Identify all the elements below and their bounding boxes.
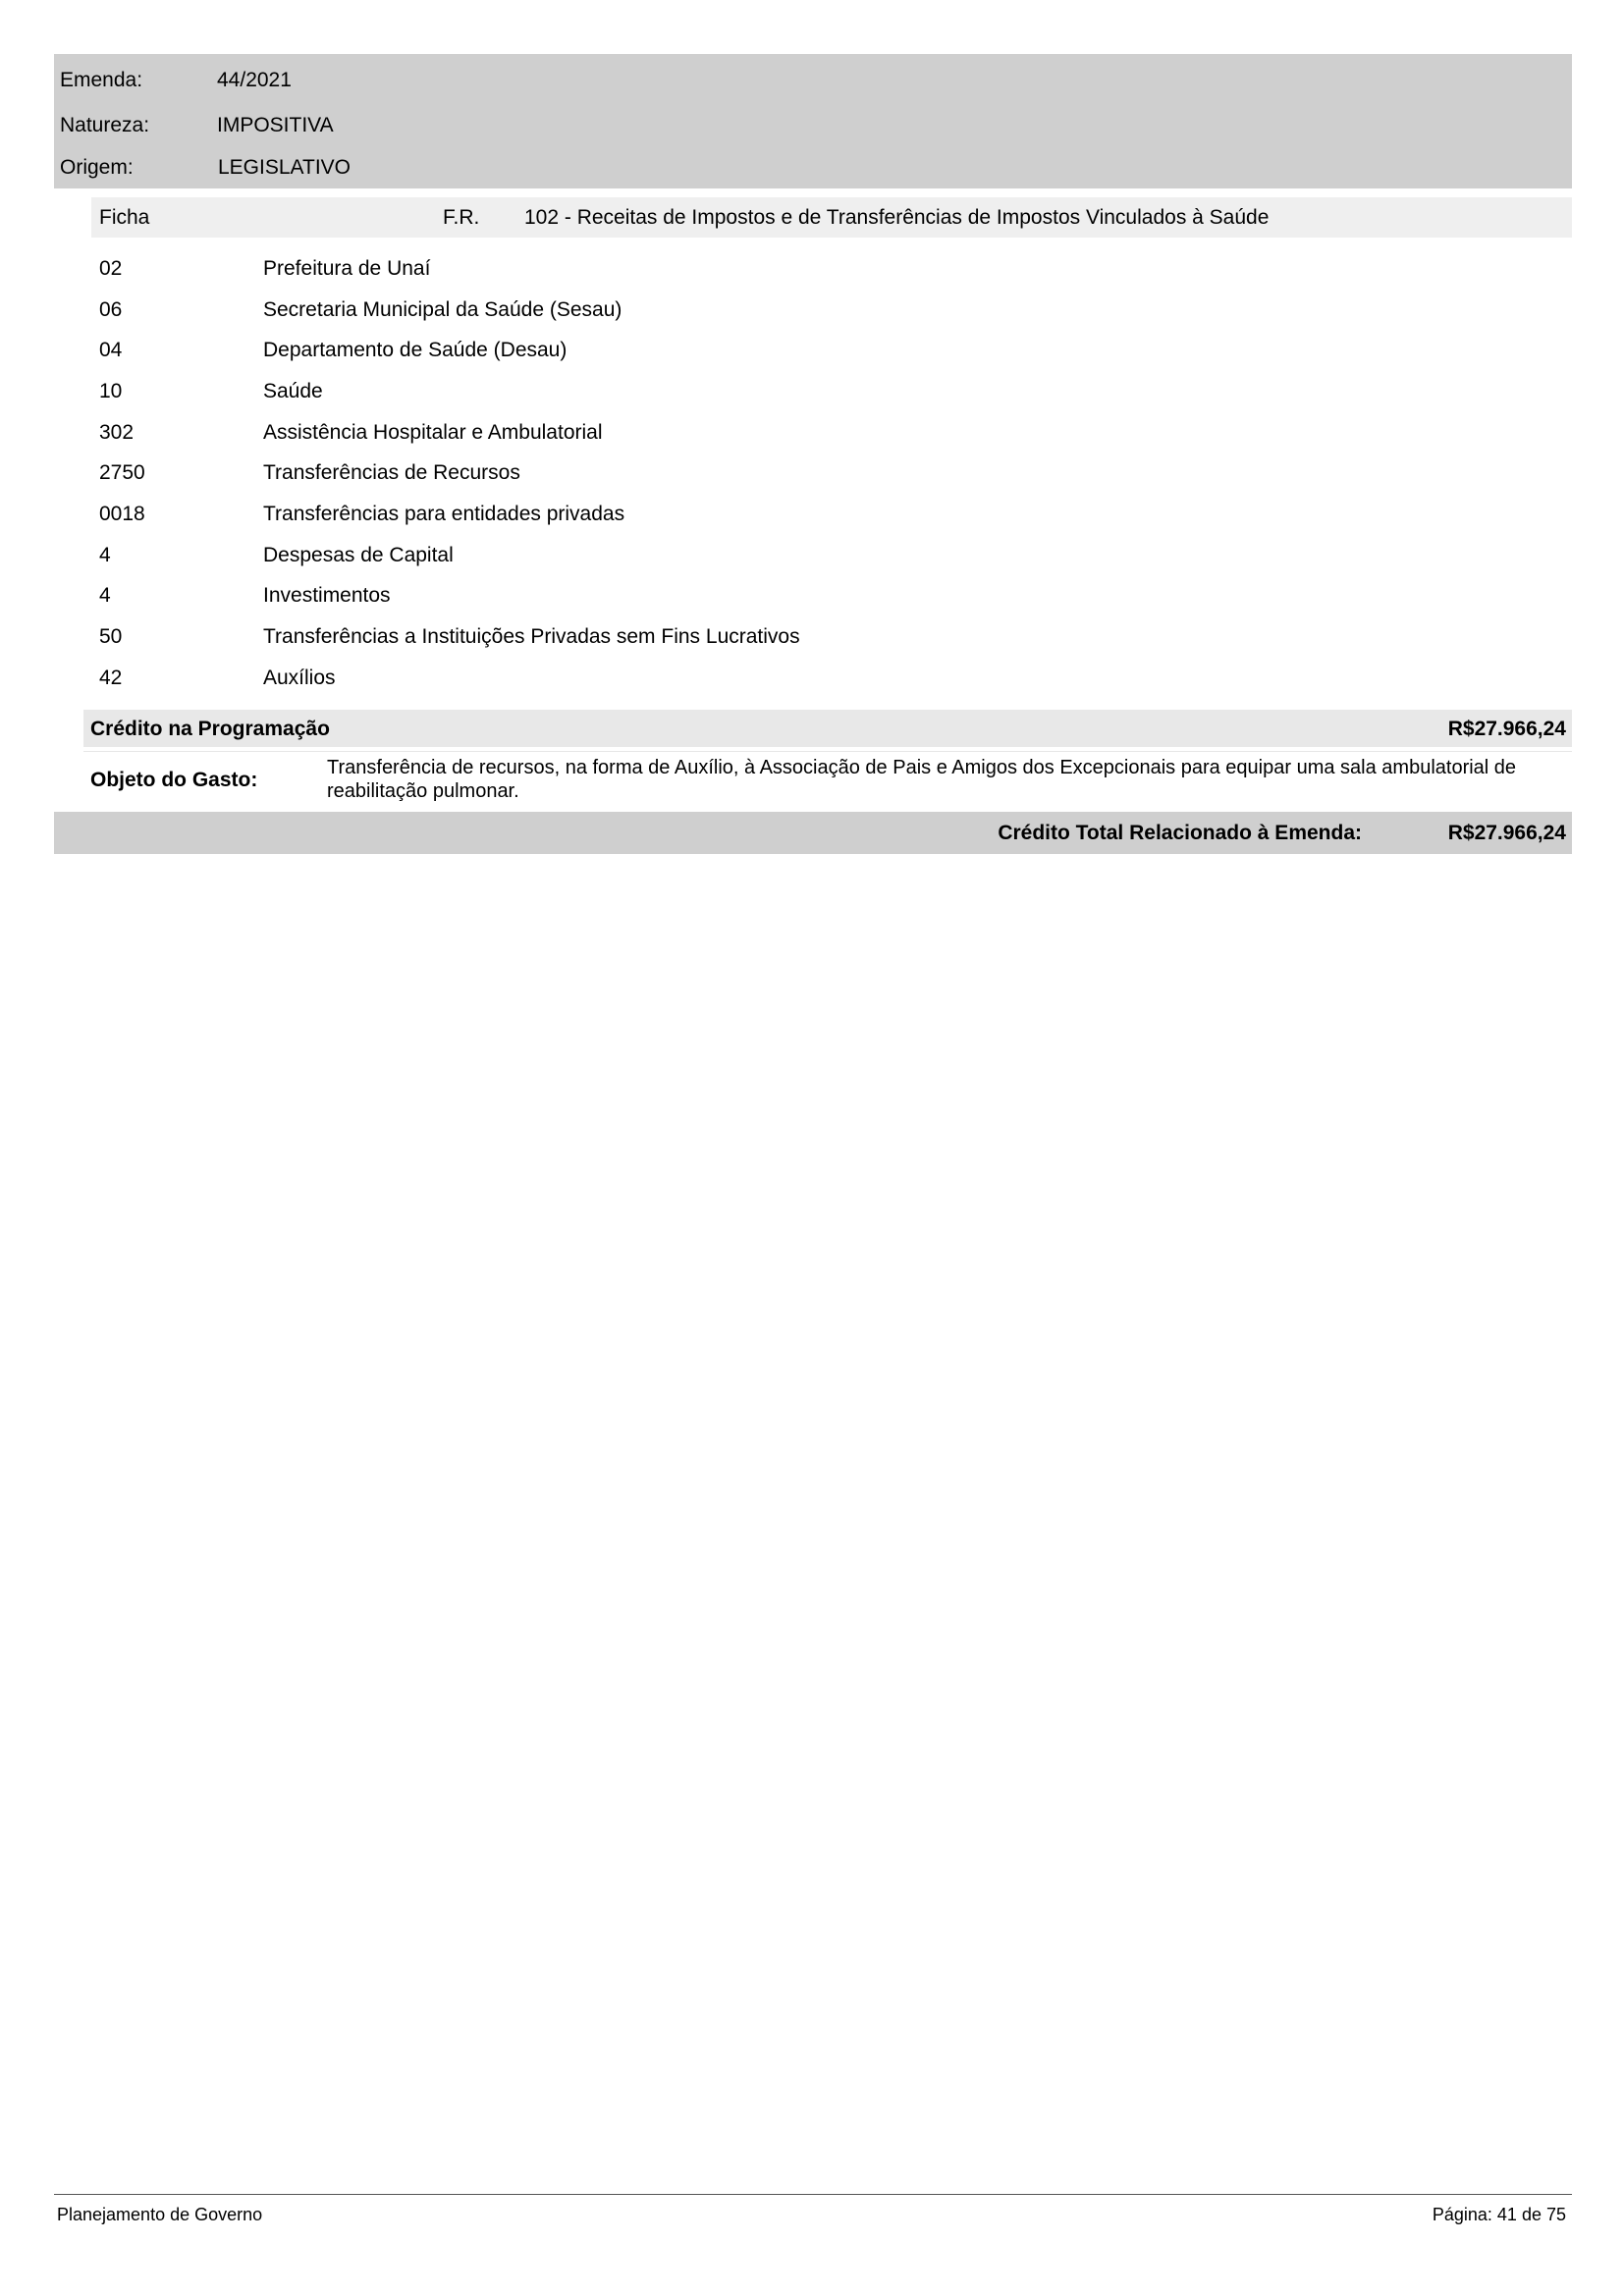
origem-value: LEGISLATIVO — [218, 156, 351, 179]
credito-value: R$27.966,24 — [1447, 718, 1566, 740]
total-label: Crédito Total Relacionado à Emenda: — [998, 822, 1362, 844]
list-item — [99, 616, 1572, 658]
classification-description: Departamento de Saúde (Desau) — [263, 339, 568, 362]
classification-description: Auxílios — [263, 666, 336, 689]
classification-code: 2750 — [99, 461, 145, 485]
amendment-header — [54, 54, 1572, 188]
classification-code: 4 — [99, 584, 111, 608]
classification-code: 42 — [99, 666, 123, 689]
document-page — [54, 54, 1572, 844]
fr-value: 102 - Receitas de Impostos e de Transferências de Impostos Vinculados à Saúde — [524, 206, 1270, 229]
credito-programacao-row — [83, 710, 1572, 747]
classification-description: Secretaria Municipal da Saúde (Sesau) — [263, 297, 622, 321]
classification-description: Prefeitura de Unaí — [263, 256, 431, 280]
origem-label: Origem: — [60, 156, 134, 179]
classification-code: 06 — [99, 297, 123, 321]
list-item — [99, 412, 1572, 454]
list-item — [99, 453, 1572, 494]
credito-total-row — [54, 812, 1572, 854]
ficha-row — [91, 197, 1572, 238]
classification-description: Transferências de Recursos — [263, 461, 520, 485]
classification-code: 302 — [99, 420, 135, 444]
classification-code: 4 — [99, 543, 111, 566]
natureza-value: IMPOSITIVA — [217, 114, 334, 136]
list-item — [99, 248, 1572, 290]
classification-code: 10 — [99, 379, 123, 402]
list-item — [99, 658, 1572, 699]
classification-code: 50 — [99, 625, 123, 649]
objeto-value: Transferência de recursos, na forma de Auxílio, à Associação de Pais e Amigos dos Excepcionais para equipar uma sala ambulatorial de reabilitação pulmonar. — [327, 757, 1517, 802]
origem-row — [60, 156, 351, 180]
emenda-value: 44/2021 — [217, 69, 292, 91]
classification-description: Saúde — [263, 379, 323, 402]
ficha-label: Ficha — [99, 206, 150, 229]
footer-title: Planejamento de Governo — [57, 2205, 263, 2224]
list-item — [99, 535, 1572, 576]
credito-label: Crédito na Programação — [90, 718, 330, 740]
natureza-label: Natureza: — [60, 114, 150, 136]
classification-code: 02 — [99, 256, 123, 280]
emenda-label: Emenda: — [60, 69, 143, 91]
list-item — [99, 330, 1572, 371]
list-item — [99, 576, 1572, 617]
objeto-label: Objeto do Gasto: — [90, 769, 258, 791]
classification-code: 04 — [99, 339, 123, 362]
total-value: R$27.966,24 — [1447, 822, 1566, 844]
page-footer — [54, 2194, 1572, 2224]
natureza-row — [60, 114, 334, 137]
classification-description: Transferências a Instituições Privadas sem Fins Lucrativos — [263, 625, 800, 649]
classification-description: Despesas de Capital — [263, 543, 454, 566]
page-number: Página: 41 de 75 — [1432, 2205, 1566, 2224]
list-item — [99, 494, 1572, 535]
fr-label: F.R. — [443, 206, 480, 229]
list-item — [99, 371, 1572, 412]
objeto-gasto-row — [83, 751, 1572, 811]
list-item — [99, 290, 1572, 331]
classification-list — [99, 248, 1572, 699]
classification-description: Transferências para entidades privadas — [263, 502, 625, 525]
classification-description: Assistência Hospitalar e Ambulatorial — [263, 420, 603, 444]
emenda-row — [60, 69, 292, 92]
classification-code: 0018 — [99, 502, 145, 525]
classification-description: Investimentos — [263, 584, 391, 608]
